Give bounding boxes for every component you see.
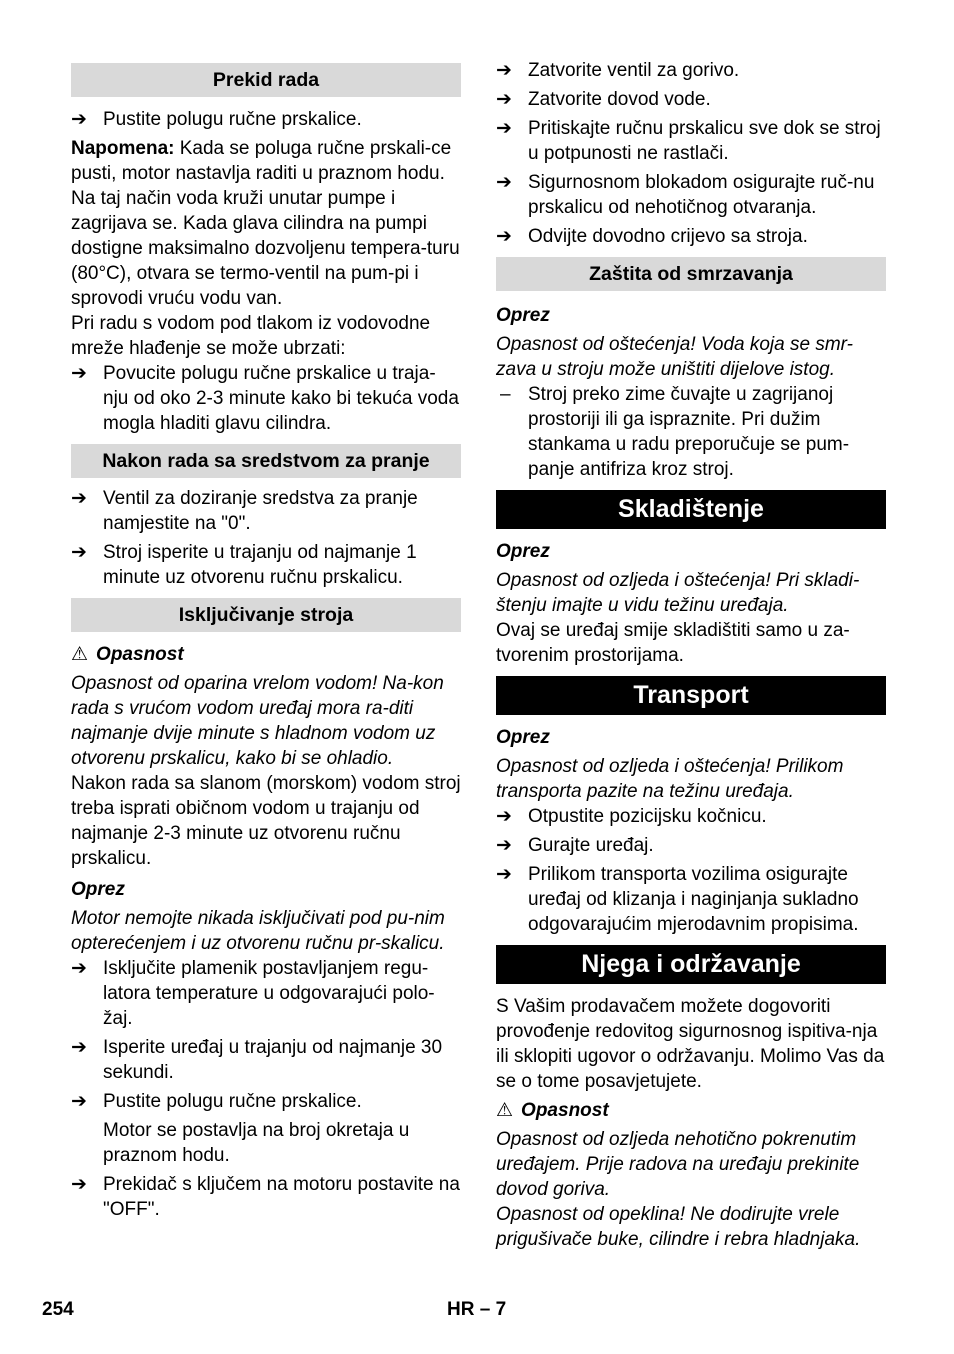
warning-triangle-icon: ⚠ <box>71 644 89 665</box>
section-heading-prekid-rada: Prekid rada <box>71 63 461 97</box>
section-heading-iskljucivanje: Isključivanje stroja <box>71 598 461 632</box>
step-text: Zatvorite ventil za gorivo. <box>528 60 740 81</box>
instruction-step <box>71 1089 461 1114</box>
step-text: Sigurnosnom blokadom osigurajte ruč-nu prskalicu od nehotičnog otvaranja. <box>528 172 875 218</box>
instruction-step <box>71 486 461 536</box>
instruction-step <box>496 833 886 858</box>
step-text: Otpustite pozicijsku kočnicu. <box>528 806 767 827</box>
dash-bullet: – <box>500 384 511 405</box>
arrow-right-icon: ➔ <box>71 109 87 130</box>
danger-text: Opasnost od oparina vrelom vodom! Na-kon rada s vrućom vodom uređaj mora ra-diti najmanje dvije minute s hladnom vodom uz otvorenu prskalicu, kako bi se ohladio. <box>71 673 444 769</box>
step-text: Gurajte uređaj. <box>528 835 654 856</box>
arrow-right-icon: ➔ <box>496 172 512 193</box>
step-text: Pustite polugu ručne prskalice. <box>103 1091 362 1112</box>
arrow-right-icon: ➔ <box>496 226 512 247</box>
warning-triangle-icon: ⚠ <box>496 1100 514 1121</box>
step-text: Isperite uređaj u trajanju od najmanje 30 sekundi. <box>103 1037 443 1083</box>
instruction-step <box>71 1035 461 1085</box>
instruction-step <box>71 1172 461 1222</box>
chapter-heading-transport: Transport <box>496 676 886 715</box>
paragraph: Ovaj se uređaj smije skladištiti samo u za-tvorenim prostorijama. <box>496 620 850 666</box>
step-text: Ventil za doziranje sredstva za pranje namjestite na "0". <box>103 488 418 534</box>
paragraph: Nakon rada sa slanom (morskom) vodom stroj treba isprati običnom vodom u trajanju od najmanje 2-3 minute uz otvorenu ručnu prskalicu. <box>71 773 461 869</box>
instruction-step <box>71 361 461 436</box>
arrow-right-icon: ➔ <box>71 542 87 563</box>
instruction-step <box>496 116 886 166</box>
caution-label: Oprez <box>71 879 125 900</box>
arrow-right-icon: ➔ <box>496 60 512 81</box>
instruction-step <box>496 862 886 937</box>
arrow-right-icon: ➔ <box>71 488 87 509</box>
arrow-right-icon: ➔ <box>496 118 512 139</box>
paragraph: Pri radu s vodom pod tlakom iz vodovodne mreže hlađenje se može ubrzati: <box>71 313 431 359</box>
section-heading-zastita: Zaštita od smrzavanja <box>496 257 886 291</box>
paragraph: S Vašim prodavačem možete dogovoriti provođenje redovitog sigurnosnog ispitiva-nja ili sklopiti ugovor o održavanju. Molimo Vas da se o tome posavjetujete. <box>496 996 885 1092</box>
arrow-right-icon: ➔ <box>496 89 512 110</box>
arrow-right-icon: ➔ <box>71 1091 87 1112</box>
right-column <box>496 58 886 1252</box>
step-text: Isključite plamenik postavljanjem regu-latora temperature u odgovarajući polo-žaj. <box>103 958 435 1029</box>
danger-text: Opasnost od opeklina! Ne dodirujte vrele prigušivače buke, cilindre i rebra hladnjaka. <box>496 1204 861 1250</box>
caution-text: Opasnost od ozljeda i oštećenja! Prilikom transporta pazite na težinu uređaja. <box>496 756 844 802</box>
language-page-label: HR – 7 <box>447 1299 507 1320</box>
instruction-step <box>71 107 461 132</box>
step-text: Pustite polugu ručne prskalice. <box>103 109 362 130</box>
note-label: Napomena: <box>71 138 175 159</box>
note-paragraph <box>71 136 461 311</box>
arrow-right-icon: ➔ <box>71 958 87 979</box>
step-text: Prilikom transporta vozilima osigurajte uređaj od klizanja i naginjanja sukladno odgovarajućim mjerodavnim propisima. <box>528 864 859 935</box>
step-text: Stroj isperite u trajanju od najmanje 1 minute uz otvorenu ručnu prskalicu. <box>103 542 417 588</box>
instruction-step <box>496 224 886 249</box>
chapter-heading-njega: Njega i održavanje <box>496 945 886 984</box>
step-text: Povucite polugu ručne prskalice u traja-nju od oko 2-3 minute kako bi tekuća voda mogla hladiti glavu cilindra. <box>103 363 459 434</box>
arrow-right-icon: ➔ <box>496 806 512 827</box>
caution-text: Motor nemojte nikada isključivati pod pu-nim opterećenjem i uz otvorenu ručnu pr-skalicu. <box>71 908 445 954</box>
instruction-step <box>71 540 461 590</box>
dash-item: – Stroj preko zime čuvajte u zagrijanoj prostoriji ili ga ispraznite. Pri dužim stankama u radu preporučuje se pum-panje antifriza kroz stroj. <box>500 384 850 480</box>
step-text: Prekidač s ključem na motoru postavite na "OFF". <box>103 1174 460 1220</box>
section-heading-nakon-rada: Nakon rada sa sredstvom za pranje <box>71 444 461 478</box>
caution-text: Opasnost od ozljeda i oštećenja! Pri skladi-štenju imajte u vidu težinu uređaja. <box>496 570 860 616</box>
danger-label: ⚠ Opasnost <box>71 644 184 665</box>
step-text: Zatvorite dovod vode. <box>528 89 711 110</box>
step-text: Pritiskajte ručnu prskalicu sve dok se stroj u potpunosti ne rastlači. <box>528 118 881 164</box>
danger-text: Opasnost od ozljeda nehotično pokrenutim uređajem. Prije radova na uređaju prekinite dovod goriva. <box>496 1129 860 1200</box>
instruction-step <box>496 170 886 220</box>
step-text: Odvijte dovodno crijevo sa stroja. <box>528 226 808 247</box>
chapter-heading-skladistenje: Skladištenje <box>496 490 886 529</box>
arrow-right-icon: ➔ <box>496 864 512 885</box>
left-column <box>71 63 461 1222</box>
caution-label: Oprez <box>496 305 550 326</box>
caution-text: Opasnost od oštećenja! Voda koja se smr-zava u stroju može uništiti dijelove istog. <box>496 334 853 380</box>
arrow-right-icon: ➔ <box>71 363 87 384</box>
note-text: Kada se poluga ručne prskali-ce pusti, motor nastavlja raditi u praznom hodu. Na taj način voda kruži unutar pumpe i zagrijava se. Kada glava cilindra na pumpi dostigne maksimalno dozvoljenu tempera-turu (80°C), otvara se termo-ventil na pum-pi i sprovodi vruću vodu van. <box>71 138 460 309</box>
page-number: 254 <box>42 1299 74 1320</box>
arrow-right-icon: ➔ <box>71 1037 87 1058</box>
arrow-right-icon: ➔ <box>71 1174 87 1195</box>
instruction-step <box>71 956 461 1031</box>
instruction-step <box>496 87 886 112</box>
instruction-step <box>496 804 886 829</box>
caution-label: Oprez <box>496 727 550 748</box>
caution-label: Oprez <box>496 541 550 562</box>
step-result: Motor se postavlja na broj okretaja u praznom hodu. <box>103 1120 410 1166</box>
arrow-right-icon: ➔ <box>496 835 512 856</box>
instruction-step <box>496 58 886 83</box>
danger-label: ⚠ Opasnost <box>496 1100 609 1121</box>
